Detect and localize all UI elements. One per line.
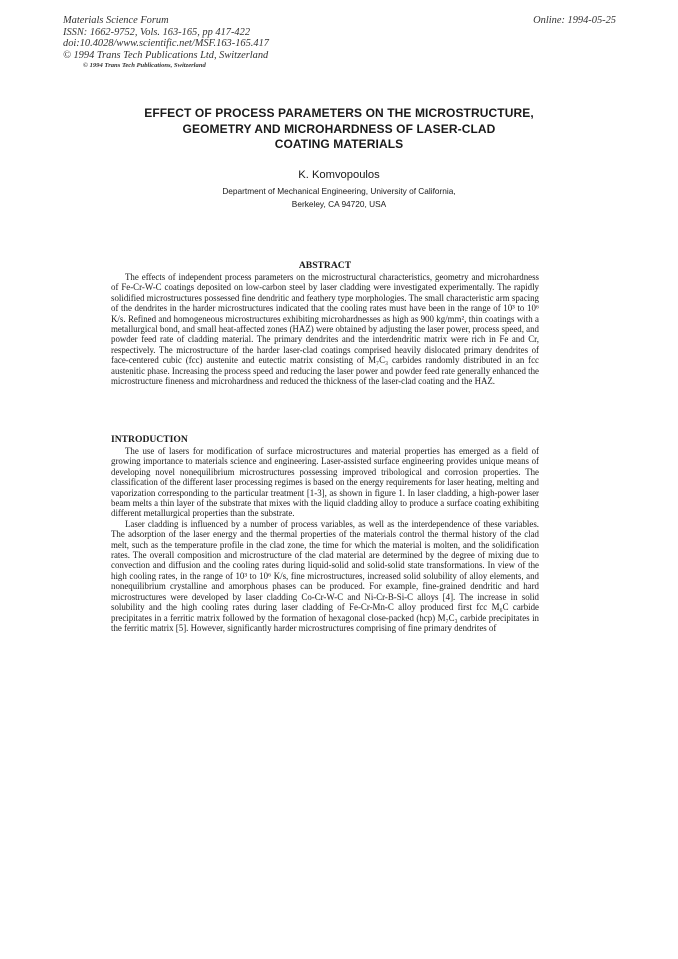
abstract-text: The effects of independent process parameters on the microstructural characteristics, geometry and microhardness of Fe-Cr-W-C coatings deposited on low-carbon steel by laser cladding were investigated experimentally. The rapidly solidified microstructures possessed fine dendritic and feathery type morphologies. The small characteristic arm spacing of the dendrites in the harder microstructures indicated that the cooling rates must have been in the range of 10³ to 10⁶ K/s. Refined and homogeneous microstructures exhibiting microhardnesses as high as 900 kg/mm², thin coatings with a metallurgical bond, and small heat-affected zones (HAZ) were obtained by adjusting the laser power, process speed, and powder feed rate of cladding material. The primary dendrites and the interdendritic matrix were rich in Fe and Cr, respectively. The microstructure of the harder laser-clad coatings comprised heavily dislocated primary dendrites of face-centered cubic (fcc) austenite and eutectic matrix consisting of M₇C₃ carbides randomly distributed in an fcc austenitic phase. Increasing the process speed and reducing the laser power and powder feed rate generally enhanced the microstructure fineness and microhardness and reduced the thickness of the laser-clad coating and the HAZ. — [111, 272, 539, 387]
affiliation-line: Berkeley, CA 94720, USA — [291, 198, 387, 209]
journal-name: Materials Science Forum — [63, 15, 169, 26]
abstract-body — [111, 272, 539, 386]
intro-paragraph: Laser cladding is influenced by a number of process variables, as well as the interdependence of these variables. The adsorption of the laser energy and the thermal properties of the materials control the thermal history of the clad melt, such as the temperature profile in the clad zone, the time for which the material is molten, and the solidification rates. The overall composition and microstructure of the clad material are determined by the degree of mixing due to convection and diffusion and the cooling rates during liquid-solid and solid-solid state transformations. In view of the high cooling rates, in the range of 10³ to 10⁶ K/s, fine microstructures, increased solid solubility of alloy elements, and nonequilibrium crystalline and amorphous phases can be produced. For example, fine-grained dendritic and hard microstructures were developed by laser cladding Co-Cr-W-C and Ni-Cr-B-Si-C alloys [4]. The increase in solid solubility and the high cooling rates during laser cladding of Fe-Cr-Mn-C alloy produced first fcc M₆C carbide precipitates in a ferritic matrix followed by the formation of hexagonal close-packed (hcp) M₇C₃ carbide precipitates in the ferritic matrix [5]. However, significantly harder microstructures comprising of fine primary dendrites of — [111, 518, 539, 633]
paper-title — [60, 106, 618, 153]
copyright-line: © 1994 Trans Tech Publications Ltd, Switzerland — [63, 49, 269, 61]
doi-line: doi:10.4028/www.scientific.net/MSF.163-165.417 — [63, 38, 269, 50]
issn-line: ISSN: 1662-9752, Vols. 163-165, pp 417-422 — [63, 26, 251, 38]
author-name: K. Komvopoulos — [298, 169, 380, 181]
title-line: COATING MATERIALS — [274, 137, 404, 151]
small-copyright: © 1994 Trans Tech Publications, Switzerland — [83, 62, 206, 70]
title-line: GEOMETRY AND MICROHARDNESS OF LASER-CLAD — [182, 121, 496, 136]
introduction-heading: INTRODUCTION — [111, 434, 188, 445]
introduction-body — [111, 446, 539, 633]
title-line: EFFECT OF PROCESS PARAMETERS ON THE MICROSTRUCTURE, — [144, 106, 534, 120]
affiliation — [60, 185, 618, 210]
journal-header — [63, 15, 269, 70]
affiliation-line: Department of Mechanical Engineering, University of California, — [222, 186, 456, 196]
online-date: Online: 1994-05-25 — [533, 15, 616, 26]
intro-paragraph: The use of lasers for modification of surface microstructures and material properties has emerged as a field of growing importance to materials science and engineering. Laser-assisted surface engineering provides unique means of developing novel nonequilibrium microstructures possessing improved tribological and corrosion properties. The classification of the different laser processing regimes is based on the energy requirements for laser heating, melting and vaporization corresponding to the particular treatment [1-3], as shown in figure 1. In laser cladding, a high-power laser beam melts a thin layer of the substrate that mixes with the liquid cladding alloy to produce a surface coating exhibiting different metallurgical properties than the substrate. — [111, 446, 539, 519]
abstract-heading: ABSTRACT — [298, 260, 352, 271]
